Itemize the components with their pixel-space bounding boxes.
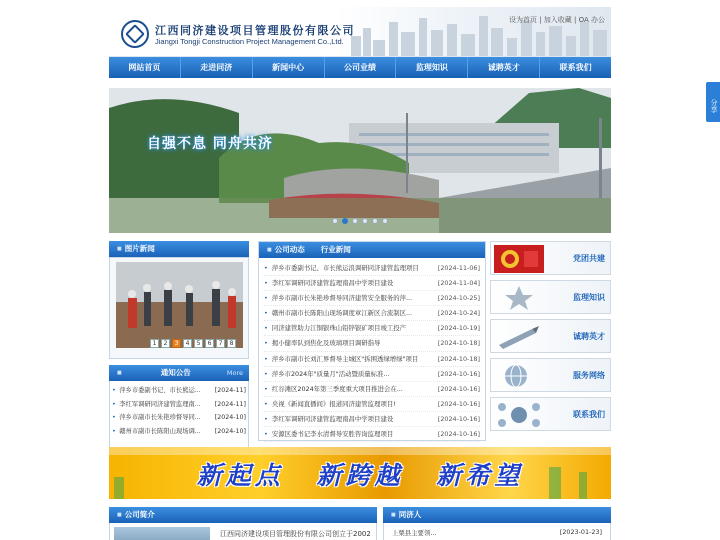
news-item-date: [2024-11-06]	[437, 264, 480, 272]
notice-item[interactable]	[112, 425, 246, 439]
notice-item-date: [2024-11]	[214, 387, 246, 394]
notice-more-link[interactable]: More	[226, 369, 243, 377]
company-intro-text: 江西同济建设项目管理股份有限公司创立于2002	[220, 530, 371, 538]
pen-icon	[494, 323, 544, 351]
news-item[interactable]	[264, 397, 480, 412]
globe-icon	[494, 362, 544, 390]
tongji-people	[383, 507, 611, 540]
news-item-date: [2024-10-16]	[437, 414, 480, 423]
news-item[interactable]	[264, 382, 480, 397]
photo-news-box	[109, 257, 249, 359]
news-item[interactable]	[264, 276, 480, 291]
news-item-date: [2024-10-25]	[437, 294, 480, 303]
news-item-title[interactable]: • 萍乡市委副书记、市长熊运浪调研同济建管监理项目	[271, 264, 419, 272]
nav-about[interactable]: 走进同济	[181, 57, 253, 78]
banner-dot-1[interactable]	[332, 218, 338, 224]
company-name-en: Jiangxi Tongji Construction Project Management Co.,Ltd.	[155, 37, 344, 46]
news-item[interactable]	[264, 427, 480, 442]
photo-page-4[interactable]: 4	[183, 339, 192, 348]
news-item-date: [2024-10-24]	[437, 309, 480, 318]
hero-banner[interactable]	[109, 88, 611, 233]
company-intro	[109, 507, 377, 540]
banner-pager	[109, 218, 611, 224]
photo-page-8[interactable]: 8	[227, 339, 236, 348]
slogan-text: 新起点 新跨越 新希望	[196, 461, 524, 490]
news-list	[259, 258, 485, 445]
notice-item-date: [2024-10]	[214, 427, 246, 435]
company-intro-header: ■ 公司简介	[109, 507, 377, 523]
photo-page-3[interactable]: 3	[172, 339, 181, 348]
photo-page-6[interactable]: 6	[205, 339, 214, 348]
people-item-title[interactable]: 上栗县主要领...	[392, 529, 437, 537]
news-item-title[interactable]: • 萍乡市2024年"质量月"活动暨质量标准...	[271, 369, 390, 378]
careers-link[interactable]	[490, 319, 611, 353]
tongji-people-header: ■ 同济人	[383, 507, 611, 523]
nav-contact[interactable]: 联系我们	[559, 63, 592, 72]
news-item-title[interactable]: • 同济建管助力江铜银珠山铅锌银矿项目竣工投产	[271, 324, 407, 333]
news-item[interactable]	[264, 291, 480, 306]
photo-pager	[150, 339, 236, 348]
page-container	[109, 7, 611, 538]
news-item-title[interactable]: • 揭小健率队到焦化及玻璃项目调研指导	[271, 339, 381, 348]
news-item-date: [2024-10-16]	[437, 369, 480, 378]
news-item-title[interactable]: • 赣州市副市长陈阳山现场调度章江新区合流制区...	[271, 309, 413, 318]
oa-office-link[interactable]: OA 办公	[578, 16, 605, 24]
notice-item[interactable]	[112, 398, 246, 412]
slogan-banner	[109, 447, 611, 499]
news-item[interactable]	[264, 306, 480, 321]
news-item-title[interactable]: • 央视《新闻直播间》报道同济建管监理项目!	[271, 399, 396, 408]
banner-dot-2[interactable]	[342, 218, 348, 224]
notice-header	[109, 365, 249, 381]
contact-link[interactable]	[490, 397, 611, 431]
people-item-date: [2023-01-23]	[559, 528, 602, 536]
photo-page-2[interactable]: 2	[161, 339, 170, 348]
hero-scene-image	[109, 88, 611, 233]
party-building-label: 党团共建	[573, 254, 605, 263]
notice-item-date: [2024-11]	[214, 400, 246, 408]
supervision-knowledge-label: 监理知识	[573, 293, 605, 302]
notice-item-title[interactable]: • 李红军调研同济建管监理南...	[119, 400, 201, 408]
service-network-label: 服务网络	[573, 371, 605, 380]
main-nav	[109, 57, 611, 78]
share-button[interactable]: 分享	[706, 82, 720, 122]
photo-page-7[interactable]: 7	[216, 339, 225, 348]
banner-dot-4[interactable]	[362, 218, 368, 224]
nav-news[interactable]: 新闻中心	[253, 57, 325, 78]
service-network-link[interactable]	[490, 358, 611, 392]
add-favorite-link[interactable]: 加入收藏	[543, 16, 572, 24]
nav-home[interactable]: 网站首页	[109, 57, 181, 78]
photo-page-5[interactable]: 5	[194, 339, 203, 348]
nav-projects[interactable]: 公司业绩	[325, 57, 397, 78]
quick-links	[490, 241, 611, 436]
news-item[interactable]	[264, 367, 480, 382]
supervision-knowledge-link[interactable]	[490, 280, 611, 314]
photo-news-image[interactable]	[116, 262, 243, 348]
news-item-date: [2024-10-16]	[437, 384, 480, 393]
news-item[interactable]	[264, 352, 480, 367]
news-item-date: [2024-10-19]	[437, 324, 480, 333]
banner-dot-6[interactable]	[382, 218, 388, 224]
notice-item[interactable]	[112, 411, 246, 425]
notice-title: ■ 通知公告	[160, 368, 191, 377]
news-item[interactable]	[264, 336, 480, 351]
left-column	[109, 241, 249, 461]
notice-item[interactable]	[112, 384, 246, 398]
top-links: 设为首页 | 加入收藏 | OA 办公	[508, 16, 605, 24]
party-building-link[interactable]	[490, 241, 611, 275]
notice-item-title[interactable]: • 萍乡市副市长朱艳珍督导同...	[119, 414, 201, 421]
party-emblem-icon	[494, 245, 544, 273]
banner-dot-3[interactable]	[352, 218, 358, 224]
main-content	[109, 241, 611, 446]
company-intro-body	[109, 523, 377, 540]
news-item-date: [2024-10-16]	[437, 430, 480, 439]
news-item-date: [2024-10-18]	[437, 354, 480, 363]
news-item-title[interactable]: • 李红军调研同济建管监理南昌中学项目建设	[271, 279, 394, 288]
news-panel	[258, 241, 486, 441]
company-name-cn: 江西同济建设项目管理股份有限公司	[155, 24, 355, 37]
notice-item-date: [2024-10]	[214, 414, 246, 421]
news-item-date: [2024-11-04]	[437, 279, 480, 288]
news-item[interactable]	[264, 261, 480, 276]
news-item-title[interactable]: • 萍乡市副市长刘汇界督导主城区"拆围透绿增绿"项目	[271, 354, 419, 363]
nav-knowledge[interactable]: 监理知识	[396, 57, 468, 78]
news-item-title[interactable]: • 红谷滩区2024年第三季度重大项目推进会在...	[271, 384, 403, 393]
star-icon	[494, 284, 544, 312]
banner-dot-5[interactable]	[372, 218, 378, 224]
company-logo[interactable]	[121, 20, 149, 48]
careers-label: 诚聘英才	[573, 332, 605, 341]
news-item-title[interactable]: • 李红军调研同济建管监理南昌中学项目建设	[271, 414, 394, 423]
notice-item-title[interactable]: • 赣州市副市长陈阳山现场调...	[119, 427, 201, 435]
tab-industry-news[interactable]: 行业新闻	[320, 245, 351, 254]
banner-slogan: 自强不息 同舟共济	[147, 136, 273, 152]
news-item-title[interactable]: • 安源区委书记李水清督导安胜咨询监理项目	[271, 430, 394, 439]
news-tabs	[259, 242, 485, 258]
contact-label: 联系我们	[573, 410, 605, 419]
site-header	[109, 7, 611, 57]
set-homepage-link[interactable]: 设为首页	[508, 16, 537, 24]
photo-page-1[interactable]: 1	[150, 339, 159, 348]
news-item-title[interactable]: • 萍乡市副市长朱艳珍督导同济建管安全服务的萍...	[271, 294, 413, 303]
photo-news-header: ■ 图片新闻	[109, 241, 249, 257]
network-icon	[494, 401, 544, 429]
tab-company-news[interactable]: ■ 公司动态	[259, 242, 313, 258]
news-item[interactable]	[264, 321, 480, 336]
tongji-people-body	[383, 523, 611, 540]
company-intro-image[interactable]	[114, 527, 210, 540]
notice-item-title[interactable]: • 萍乡市委副书记、市长熊运...	[119, 387, 201, 394]
news-item-date: [2024-10-18]	[437, 339, 480, 348]
news-item-date: [2024-10-16]	[437, 399, 480, 408]
news-item[interactable]	[264, 412, 480, 427]
nav-careers[interactable]: 诚聘英才	[468, 57, 540, 78]
